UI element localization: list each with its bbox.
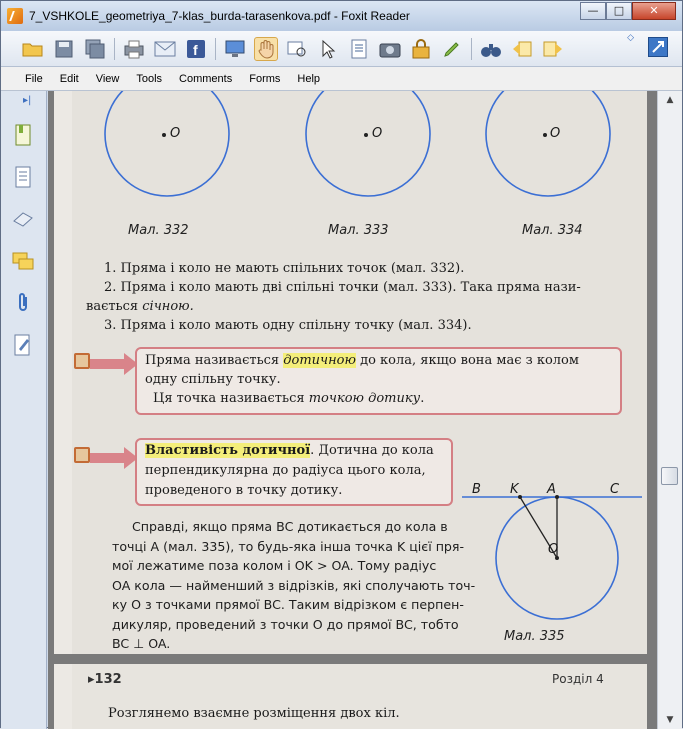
next-view-icon[interactable] <box>541 37 565 61</box>
svg-text:f: f <box>193 41 198 58</box>
scroll-up-icon[interactable]: ▲ <box>666 95 674 105</box>
open-folder-icon[interactable] <box>21 37 45 61</box>
toolbar-overflow-icon[interactable]: ◇ <box>627 33 634 43</box>
def1-line3-term: точкою дотику <box>308 391 421 406</box>
circle-334-label: O <box>550 126 561 141</box>
list-item-1: 1. Пряма і коло не мають спільних точок (мал. 332). <box>104 261 465 276</box>
def1-line3 <box>153 391 424 406</box>
def1-line1 <box>145 353 579 368</box>
circle-333-center <box>364 133 368 137</box>
typewriter-icon[interactable] <box>347 37 371 61</box>
scroll-down-icon[interactable]: ▼ <box>666 715 674 725</box>
list-item-2-cont-text: вається <box>86 299 139 314</box>
bookmarks-icon[interactable] <box>12 123 34 147</box>
def1-pre: Пряма називається <box>145 353 284 368</box>
minimize-button[interactable]: — <box>580 2 606 20</box>
list-item-2-cont <box>86 299 194 314</box>
previous-view-icon[interactable] <box>510 37 534 61</box>
sign-pen-icon[interactable] <box>440 37 464 61</box>
navigation-panel <box>1 91 47 729</box>
expand-panel-icon[interactable]: ▸| <box>23 95 32 106</box>
proof-line-1: Справді, якщо пряма BC дотикається до кола в <box>132 519 448 534</box>
def2-line1-post: . Дотична до кола <box>310 443 434 458</box>
menu-bar <box>1 67 682 91</box>
expand-toolbar-icon[interactable] <box>648 37 668 57</box>
menu-file[interactable]: File <box>25 72 43 85</box>
def2-term: Властивість дотичної <box>145 443 311 458</box>
monitor-icon[interactable] <box>223 37 247 61</box>
select-text-icon[interactable] <box>285 37 309 61</box>
arrow-2 <box>90 453 124 463</box>
menu-comments[interactable]: Comments <box>179 72 233 85</box>
caption-332: Мал. 332 <box>128 223 189 238</box>
menu-forms[interactable]: Forms <box>249 72 281 85</box>
page-number-text: 132 <box>94 672 122 687</box>
snapshot-icon[interactable] <box>378 37 402 61</box>
menu-tools[interactable]: Tools <box>136 72 163 85</box>
save-all-icon[interactable] <box>83 37 107 61</box>
attachments-icon[interactable] <box>12 291 34 315</box>
pointer-icon[interactable] <box>316 37 340 61</box>
save-note-icon-2[interactable] <box>74 447 90 463</box>
hand-tool-icon[interactable] <box>254 37 278 61</box>
circle-333 <box>306 91 430 196</box>
comments-icon[interactable] <box>12 249 34 273</box>
def1-post: до кола, якщо вона має з колом <box>355 353 579 368</box>
def2-line1 <box>145 443 434 458</box>
save-note-icon-1[interactable] <box>74 353 90 369</box>
def1-line2: одну спільну точку. <box>145 372 281 387</box>
caption-333: Мал. 333 <box>328 223 389 238</box>
caption-334: Мал. 334 <box>522 223 583 238</box>
term-sichna: січною. <box>142 299 194 314</box>
circle-332-center <box>162 133 166 137</box>
window-title: 7_VSHKOLE_geometriya_7-klas_burda-tarasenkova.pdf - Foxit Reader <box>29 9 410 23</box>
label-b: B <box>472 482 481 497</box>
pages-icon[interactable] <box>12 165 34 189</box>
proof-line-7: BC ⊥ OA. <box>112 636 171 651</box>
list-item-3: 3. Пряма і коло мають одну спільну точку (мал. 334). <box>104 318 472 333</box>
print-icon[interactable] <box>122 37 146 61</box>
pdf-page <box>54 91 647 654</box>
label-c: C <box>610 482 620 497</box>
proof-line-4: OA кола — найменший з відрізків, які сполучають точ- <box>112 577 476 593</box>
rms-lock-icon[interactable] <box>409 37 433 61</box>
circle-334-center <box>543 133 547 137</box>
scroll-thumb[interactable] <box>661 467 678 485</box>
list-item-2: 2. Пряма і коло мають дві спільні точки (мал. 333). Така пряма нази- <box>104 280 581 295</box>
page-number: ▸132 <box>88 672 122 687</box>
find-binoculars-icon[interactable] <box>479 37 503 61</box>
def1-line3-post: . <box>420 391 425 406</box>
def1-line3-pre: Ця точка називається <box>153 391 309 406</box>
signatures-icon[interactable] <box>12 333 34 357</box>
save-icon[interactable] <box>52 37 76 61</box>
label-o: O <box>548 542 559 557</box>
page2-text: Розглянемо взаємне розміщення двох кіл. <box>108 706 400 721</box>
label-k: K <box>510 482 519 497</box>
document-viewer[interactable] <box>48 91 657 729</box>
circle-334 <box>486 91 610 196</box>
def1-term: дотичною <box>283 353 356 368</box>
email-icon[interactable] <box>153 37 177 61</box>
foxit-app-icon <box>7 8 23 24</box>
arrow-1 <box>90 359 124 369</box>
def2-line2: перпендикулярна до радіуса цього кола, <box>145 463 426 478</box>
pdf-page-2 <box>54 664 647 729</box>
maximize-button[interactable]: □ <box>606 2 632 20</box>
title-bar <box>1 1 682 31</box>
toolbar <box>1 31 682 67</box>
menu-edit[interactable]: Edit <box>59 72 79 85</box>
facebook-icon[interactable] <box>184 37 208 61</box>
circle-332-label: O <box>170 126 181 141</box>
def2-line3: проведеного в точку дотику. <box>145 483 343 498</box>
circle-333-label: O <box>372 126 383 141</box>
menu-view[interactable]: View <box>95 72 120 85</box>
proof-line-6: дикуляр, проведений з точки O до прямої BC, тобто <box>112 616 459 632</box>
proof-paragraph <box>112 517 475 654</box>
menu-help[interactable]: Help <box>297 72 321 85</box>
close-button[interactable]: ✕ <box>632 2 676 20</box>
vertical-scrollbar[interactable] <box>657 91 682 729</box>
proof-line-3: мої лежатиме поза колом і OK > OA. Тому радіус <box>112 558 437 573</box>
label-a: A <box>547 482 556 497</box>
proof-line-5: ку O з точками прямої BC. Таким відрізком є перпен- <box>112 597 464 612</box>
layers-icon[interactable] <box>12 207 34 231</box>
section-label: Розділ 4 <box>552 672 604 686</box>
proof-line-2: точці A (мал. 335), то будь-яка інша точка K цієї пря- <box>112 538 465 554</box>
caption-335: Мал. 335 <box>504 629 565 644</box>
circle-332 <box>105 91 229 196</box>
